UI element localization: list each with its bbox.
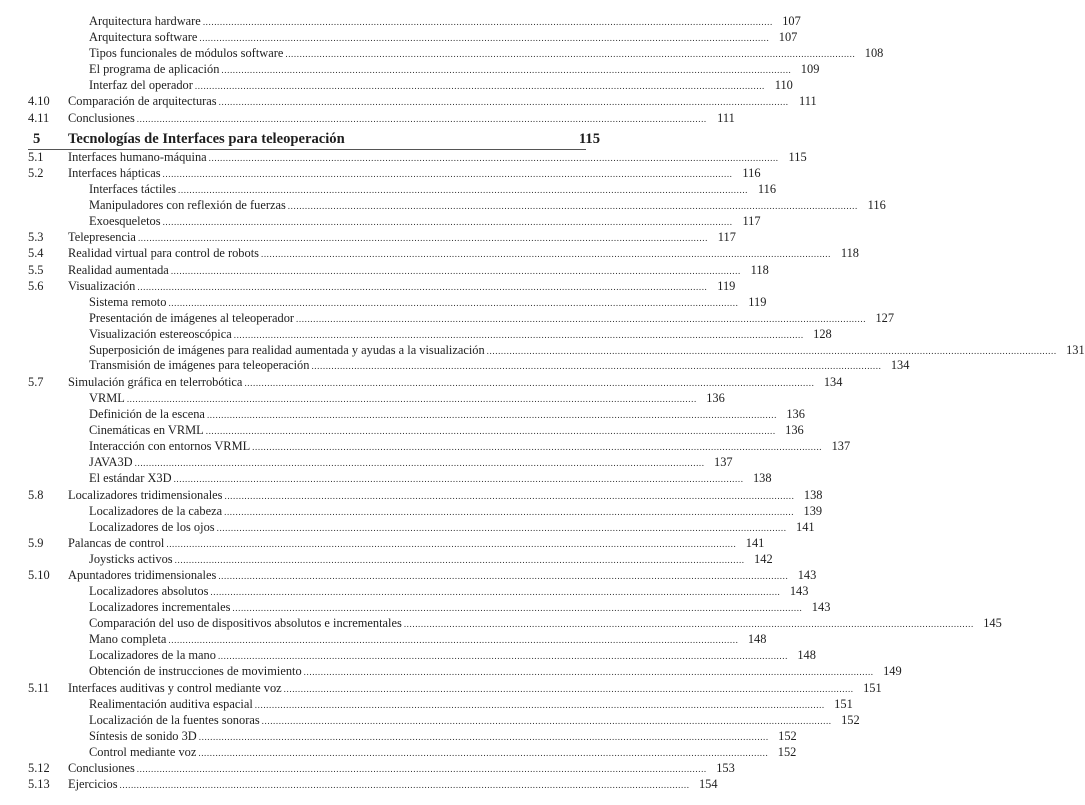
toc-entry	[0, 197, 886, 213]
toc-entry-page: 136	[706, 391, 725, 405]
toc-entry-title: Interfaces humano-máquina	[68, 150, 207, 164]
toc-entry-page: 119	[717, 279, 736, 293]
toc-leader-dots: ........................................................................................................................................................................................................	[287, 201, 858, 211]
toc-entry	[0, 77, 793, 93]
toc-leader-dots: ........................................................................................................................................................................................................	[136, 114, 707, 124]
toc-leader-dots: ........................................................................................................................................................................................................	[224, 491, 795, 501]
toc-chapter-heading	[0, 129, 600, 149]
toc-entry-title: Presentación de imágenes al teleoperador	[89, 311, 295, 325]
toc-entry	[0, 454, 733, 470]
toc-entry-page: 148	[747, 632, 767, 646]
toc-entry-page: 131	[1066, 343, 1085, 357]
toc-entry-page: 143	[789, 584, 809, 598]
toc-leader-dots: ........................................................................................................................................................................................................	[285, 49, 856, 59]
toc-entry	[0, 45, 884, 61]
toc-entry-title: Arquitectura hardware	[89, 14, 201, 28]
toc-entry-page: 141	[796, 520, 815, 534]
toc-leader-dots: ........................................................................................................................................................................................................	[168, 635, 739, 645]
toc-entry-number: 5.8	[28, 488, 44, 502]
toc-leader-dots: ........................................................................................................................................................................................................	[296, 314, 867, 324]
toc-chapter-number: 5	[33, 131, 41, 147]
toc-entry-title: Comparación del uso de dispositivos absolutos e incrementales	[89, 616, 402, 630]
toc-entry-number: 5.12	[28, 761, 50, 775]
toc-entry-page: 152	[777, 745, 797, 759]
toc-entry-title: Interfaces táctiles	[89, 182, 177, 196]
toc-leader-dots: ........................................................................................................................................................................................................	[134, 458, 705, 468]
toc-entry-title: Localizadores de la mano	[89, 648, 216, 662]
toc-leader-dots: ........................................................................................................................................................................................................	[119, 780, 690, 790]
toc-leader-dots: ........................................................................................................................................................................................................	[261, 716, 832, 726]
toc-leader-dots: ........................................................................................................................................................................................................	[217, 651, 788, 661]
toc-leader-dots: ........................................................................................................................................................................................................	[202, 17, 773, 27]
toc-entry	[0, 342, 1085, 358]
toc-entry-number: 4.10	[28, 94, 50, 108]
toc-leader-dots: ........................................................................................................................................................................................................	[166, 539, 737, 549]
toc-entry	[0, 326, 832, 342]
toc-entry	[0, 357, 910, 373]
toc-entry	[0, 583, 809, 599]
toc-entry-title: Realidad aumentada	[68, 263, 169, 277]
toc-entry-title: Conclusiones	[68, 761, 135, 775]
toc-entry-number: 5.5	[28, 263, 44, 277]
toc-entry-title: Manipuladores con reflexión de fuerzas	[89, 198, 286, 212]
toc-entry-title: Localización de la fuentes sonoras	[89, 713, 260, 727]
toc-entry-title: Ejercicios	[68, 777, 118, 791]
toc-entry	[0, 487, 823, 503]
toc-entry-number: 5.2	[28, 166, 44, 180]
toc-entry-title: VRML	[89, 391, 125, 405]
toc-entry-title: Localizadores tridimensionales	[68, 488, 223, 502]
toc-entry-title: Sistema remoto	[89, 295, 167, 309]
toc-entry-page: 152	[778, 729, 797, 743]
toc-leader-dots: ........................................................................................................................................................................................................	[174, 555, 745, 565]
toc-leader-dots: ........................................................................................................................................................................................................	[199, 33, 770, 43]
toc-entry-title: Mano completa	[89, 632, 167, 646]
toc-leader-dots: ........................................................................................................................................................................................................	[198, 732, 769, 742]
toc-entry-page: 153	[716, 761, 735, 775]
toc-entry	[0, 631, 767, 647]
toc-entry-page: 107	[782, 14, 801, 28]
toc-entry	[0, 535, 765, 551]
toc-entry-title: Transmisión de imágenes para teleoperación	[89, 358, 310, 372]
toc-entry	[0, 519, 815, 535]
toc-entry	[0, 262, 769, 278]
toc-entry-title: Cinemáticas en VRML	[89, 423, 204, 437]
toc-entry	[0, 406, 805, 422]
toc-entry	[0, 503, 823, 519]
toc-entry	[0, 149, 807, 165]
toc-chapter-title: Tecnologías de Interfaces para teleoperación	[68, 131, 345, 147]
toc-leader-dots: ........................................................................................................................................................................................................	[162, 169, 733, 179]
toc-leader-dots: ........................................................................................................................................................................................................	[486, 346, 1057, 356]
toc-leader-dots: ........................................................................................................................................................................................................	[311, 361, 882, 371]
toc-entry-page: 115	[788, 150, 807, 164]
toc-entry	[0, 599, 831, 615]
toc-entry-number: 4.11	[28, 111, 50, 125]
toc-leader-dots: ........................................................................................................................................................................................................	[283, 684, 854, 694]
toc-entry-title: El estándar X3D	[89, 471, 172, 485]
toc-leader-dots: ........................................................................................................................................................................................................	[136, 764, 707, 774]
toc-entry-page: 145	[983, 616, 1002, 630]
toc-leader-dots: ........................................................................................................................................................................................................	[221, 65, 792, 75]
toc-leader-dots: ........................................................................................................................................................................................................	[194, 81, 765, 91]
toc-entry-title: Control mediante voz	[89, 745, 197, 759]
toc-entry-title: Conclusiones	[68, 111, 135, 125]
toc-entry-title: Interfaces hápticas	[68, 166, 161, 180]
toc-entry-title: Definición de la escena	[89, 407, 205, 421]
toc-entry-page: 110	[774, 78, 793, 92]
toc-leader-dots: ........................................................................................................................................................................................................	[208, 153, 779, 163]
toc-chapter-page: 115	[578, 131, 600, 147]
toc-entry-page: 149	[883, 664, 902, 678]
toc-entry-page: 109	[800, 62, 820, 76]
toc-entry-page: 151	[834, 697, 853, 711]
toc-leader-dots: ........................................................................................................................................................................................................	[137, 282, 708, 292]
toc-entry-title: Localizadores absolutos	[89, 584, 209, 598]
toc-leader-dots: ........................................................................................................................................................................................................	[137, 233, 708, 243]
toc-entry	[0, 728, 797, 744]
toc-entry	[0, 696, 853, 712]
toc-entry-page: 134	[823, 375, 843, 389]
toc-leader-dots: ........................................................................................................................................................................................................	[198, 748, 769, 758]
toc-entry-page: 141	[745, 536, 765, 550]
toc-entry	[0, 213, 761, 229]
toc-entry-page: 142	[754, 552, 773, 566]
toc-leader-dots: ........................................................................................................................................................................................................	[254, 700, 825, 710]
toc-entry-page: 136	[786, 407, 805, 421]
toc-entry-title: Obtención de instrucciones de movimiento	[89, 664, 302, 678]
toc-entry	[0, 422, 804, 438]
toc-leader-dots: ........................................................................................................................................................................................................	[216, 523, 787, 533]
toc-entry	[0, 165, 761, 181]
toc-entry	[0, 310, 895, 326]
toc-leader-dots: ........................................................................................................................................................................................................	[232, 603, 803, 613]
toc-entry-title: Simulación gráfica en telerrobótica	[68, 375, 243, 389]
toc-leader-dots: ........................................................................................................................................................................................................	[260, 249, 831, 259]
toc-entry-page: 134	[890, 358, 910, 372]
toc-entry-page: 138	[803, 488, 823, 502]
toc-entry-page: 118	[840, 246, 859, 260]
toc-entry-title: Palancas de control	[68, 536, 165, 550]
toc-entry-page: 111	[798, 94, 817, 108]
toc-leader-dots: ........................................................................................................................................................................................................	[210, 587, 781, 597]
toc-entry	[0, 744, 797, 760]
toc-entry-title: Apuntadores tridimensionales	[68, 568, 217, 582]
toc-entry-page: 136	[785, 423, 804, 437]
toc-entry-number: 5.13	[28, 777, 50, 791]
toc-entry-number: 5.6	[28, 279, 44, 293]
toc-entry-page: 116	[742, 166, 761, 180]
toc-entry	[0, 181, 777, 197]
toc-leader-dots: ........................................................................................................................................................................................................	[303, 667, 874, 677]
toc-entry-page: 143	[811, 600, 831, 614]
toc-entry	[0, 663, 902, 679]
toc-entry-page: 119	[748, 295, 767, 309]
toc-entry-title: Visualización	[68, 279, 136, 293]
toc-entry-title: Localizadores incrementales	[89, 600, 231, 614]
toc-entry-title: Síntesis de sonido 3D	[89, 729, 197, 743]
toc-entry-title: Joysticks activos	[89, 552, 173, 566]
toc-entry-title: Realidad virtual para control de robots	[68, 246, 259, 260]
toc-leader-dots: ........................................................................................................................................................................................................	[252, 442, 823, 452]
toc-leader-dots: ........................................................................................................................................................................................................	[224, 507, 795, 517]
toc-entry	[0, 390, 725, 406]
toc-entry	[0, 110, 735, 126]
toc-leader-dots: ........................................................................................................................................................................................................	[178, 185, 749, 195]
toc-entry	[0, 278, 736, 294]
toc-entry-title: Telepresencia	[68, 230, 136, 244]
toc-entry-page: 143	[797, 568, 817, 582]
toc-entry-page: 117	[742, 214, 761, 228]
toc-entry	[0, 294, 767, 310]
toc-leader-dots: ........................................................................................................................................................................................................	[173, 474, 744, 484]
toc-entry-title: JAVA3D	[89, 455, 133, 469]
toc-entry-title: Realimentación auditiva espacial	[89, 697, 253, 711]
toc-entry-title: Arquitectura software	[89, 30, 198, 44]
toc-entry	[0, 776, 718, 792]
toc-entry-page: 108	[864, 46, 884, 60]
toc-entry-number: 5.11	[28, 681, 50, 695]
toc-entry-page: 137	[831, 439, 851, 453]
toc-entry	[0, 470, 772, 486]
toc-leader-dots: ........................................................................................................................................................................................................	[205, 426, 776, 436]
toc-entry	[0, 374, 843, 390]
toc-leader-dots: ........................................................................................................................................................................................................	[218, 571, 789, 581]
toc-leader-dots: ........................................................................................................................................................................................................	[170, 266, 741, 276]
toc-entry-title: Tipos funcionales de módulos software	[89, 46, 284, 60]
toc-leader-dots: ........................................................................................................................................................................................................	[403, 619, 974, 629]
toc-leader-dots: ........................................................................................................................................................................................................	[218, 97, 789, 107]
toc-entry	[0, 551, 773, 567]
toc-entry-title: El programa de aplicación	[89, 62, 220, 76]
toc-entry	[0, 29, 798, 45]
toc-entry-page: 138	[752, 471, 772, 485]
toc-entry-number: 5.1	[28, 150, 44, 164]
toc-entry-number: 5.7	[28, 375, 44, 389]
toc-entry-title: Localizadores de los ojos	[89, 520, 215, 534]
toc-entry-page: 116	[757, 182, 777, 196]
toc-entry	[0, 13, 801, 29]
toc-entry	[0, 567, 817, 583]
toc-entry-page: 152	[841, 713, 860, 727]
toc-entry-title: Superposición de imágenes para realidad aumentada y ayudas a la visualización	[89, 343, 485, 357]
toc-entry-page: 127	[875, 311, 895, 325]
toc-leader-dots: ........................................................................................................................................................................................................	[233, 330, 804, 340]
toc-entry-page: 116	[867, 198, 886, 212]
toc-leader-dots: ........................................................................................................................................................................................................	[168, 298, 739, 308]
toc-entry	[0, 647, 816, 663]
toc-entry-page: 117	[717, 230, 736, 244]
toc-entry	[0, 438, 851, 454]
toc-entry-title: Interfaces auditivas y control mediante voz	[68, 681, 282, 695]
toc-entry	[0, 229, 736, 245]
toc-entry-number: 5.10	[28, 568, 50, 582]
toc-entry-page: 118	[750, 263, 769, 277]
toc-entry-page: 139	[803, 504, 823, 518]
toc-entry-number: 5.9	[28, 536, 44, 550]
toc-entry	[0, 61, 820, 77]
toc-entry	[0, 680, 882, 696]
toc-entry-number: 5.4	[28, 246, 44, 260]
toc-entry	[0, 760, 735, 776]
toc-entry	[0, 245, 859, 261]
toc-entry-page: 107	[778, 30, 798, 44]
toc-entry-title: Exoesqueletos	[89, 214, 161, 228]
toc-leader-dots: ........................................................................................................................................................................................................	[206, 410, 777, 420]
toc-entry-page: 137	[714, 455, 733, 469]
toc-entry-title: Comparación de arquitecturas	[68, 94, 217, 108]
toc-entry-page: 111	[717, 111, 735, 125]
toc-entry-page: 154	[698, 777, 718, 791]
toc-entry	[0, 93, 817, 109]
toc-leader-dots: ........................................................................................................................................................................................................	[244, 378, 815, 388]
toc-entry-page: 148	[797, 648, 816, 662]
toc-entry-title: Interfaz del operador	[89, 78, 193, 92]
toc-entry-page: 151	[863, 681, 882, 695]
toc-entry-number: 5.3	[28, 230, 44, 244]
toc-entry	[0, 615, 1002, 631]
toc-entry	[0, 712, 860, 728]
toc-leader-dots: ........................................................................................................................................................................................................	[162, 217, 733, 227]
toc-entry-title: Visualización estereoscópica	[89, 327, 232, 341]
toc-entry-title: Interacción con entornos VRML	[89, 439, 251, 453]
toc-leader-dots: ........................................................................................................................................................................................................	[126, 394, 697, 404]
toc-entry-page: 128	[813, 327, 832, 341]
toc-entry-title: Localizadores de la cabeza	[89, 504, 223, 518]
